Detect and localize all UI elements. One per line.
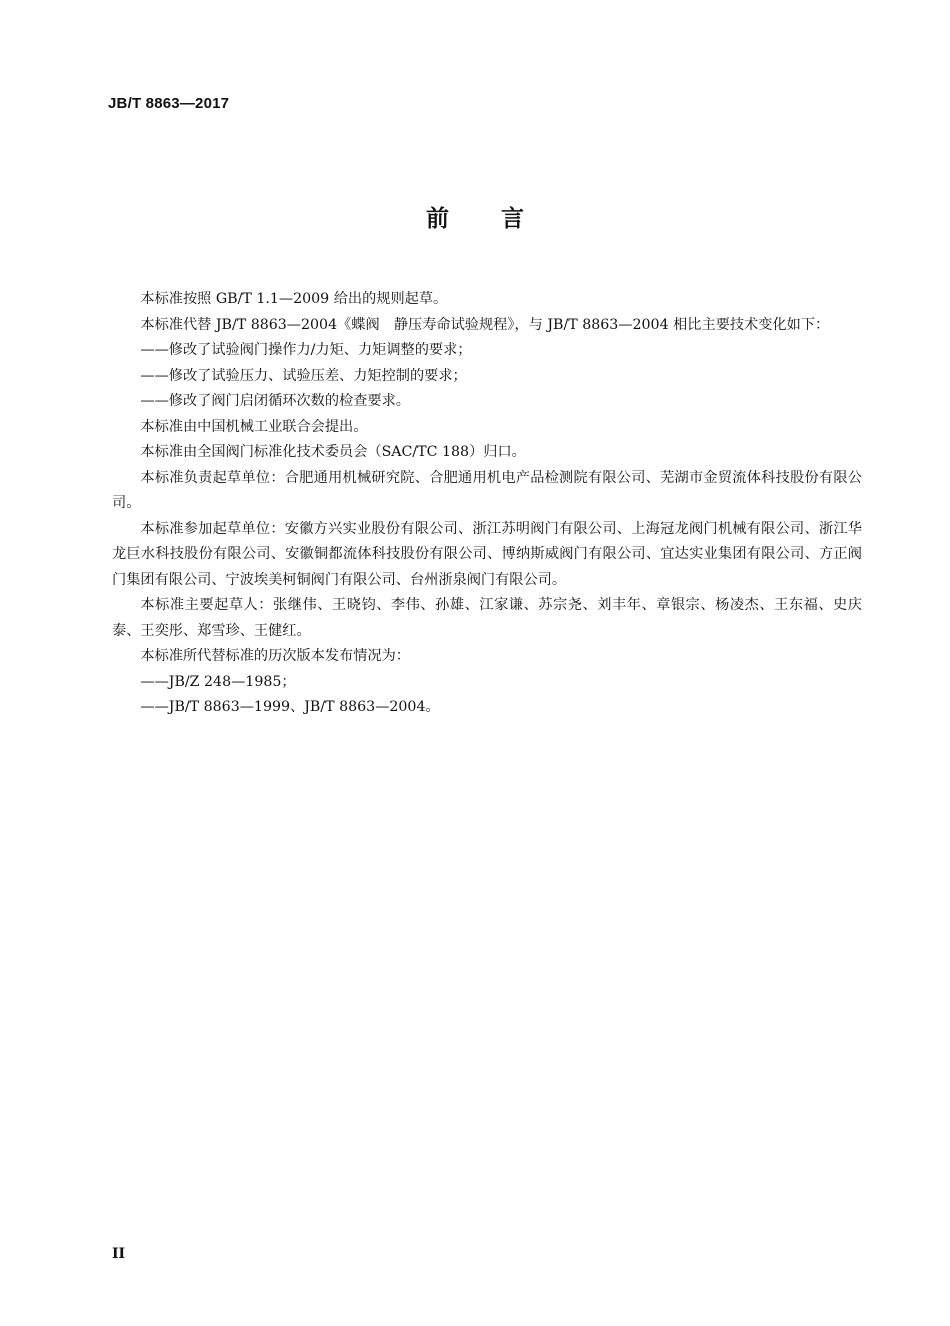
- paragraph-replacement: 本标准代替 JB/T 8863—2004《蝶阀 静压寿命试验规程》，与 JB/T 8863—2004 相比主要技术变化如下：: [140, 316, 830, 333]
- paragraph-centralized-by: 本标准由全国阀门标准化技术委员会（SAC/TC 188）归口。: [140, 444, 526, 460]
- page-title: 前言: [426, 206, 576, 232]
- paragraph-responsible-drafters: 本标准负责起草单位：合肥通用机械研究院、合肥通用机电产品检测院有限公司、芜湖市金贸流体科技股份有限公司。: [112, 469, 862, 511]
- foreword-body: [112, 287, 862, 721]
- paragraph-participating-drafters: 本标准参加起草单位：安徽方兴实业股份有限公司、浙江苏明阀门有限公司、上海冠龙阀门机械有限公司、浙江华龙巨水科技股份有限公司、安徽铜都流体科技股份有限公司、博纳斯威阀门有限公司、宜达实业集团有限公司、方正阀门集团有限公司、宁波埃美柯铜阀门有限公司、台州浙泉阀门有限公司。: [112, 520, 862, 588]
- standard-code: JB/T 8863—2017: [108, 95, 230, 112]
- list-item: ——JB/Z 248—1985；: [140, 673, 296, 690]
- paragraph-proposed-by: 本标准由中国机械工业联合会提出。: [140, 418, 368, 435]
- paragraph-main-drafters: 本标准主要起草人：张继伟、王晓钧、李伟、孙雄、江家谦、苏宗尧、刘丰年、章银宗、杨凌杰、王东福、史庆泰、王奕彤、郑雪珍、王健红。: [112, 597, 862, 639]
- list-item: ——JB/T 8863—1999、JB/T 8863—2004。: [140, 699, 440, 715]
- paragraph-drafting-rules: 本标准按照 GB/T 1.1—2009 给出的规则起草。: [140, 291, 448, 307]
- list-item: ——修改了阀门启闭循环次数的检查要求。: [140, 393, 410, 409]
- page-number: II: [112, 1246, 126, 1262]
- list-item: ——修改了试验阀门操作力/力矩、力矩调整的要求；: [140, 342, 472, 358]
- list-item: ——修改了试验压力、试验压差、力矩控制的要求；: [140, 367, 467, 384]
- paragraph-history-intro: 本标准所代替标准的历次版本发布情况为：: [140, 648, 410, 664]
